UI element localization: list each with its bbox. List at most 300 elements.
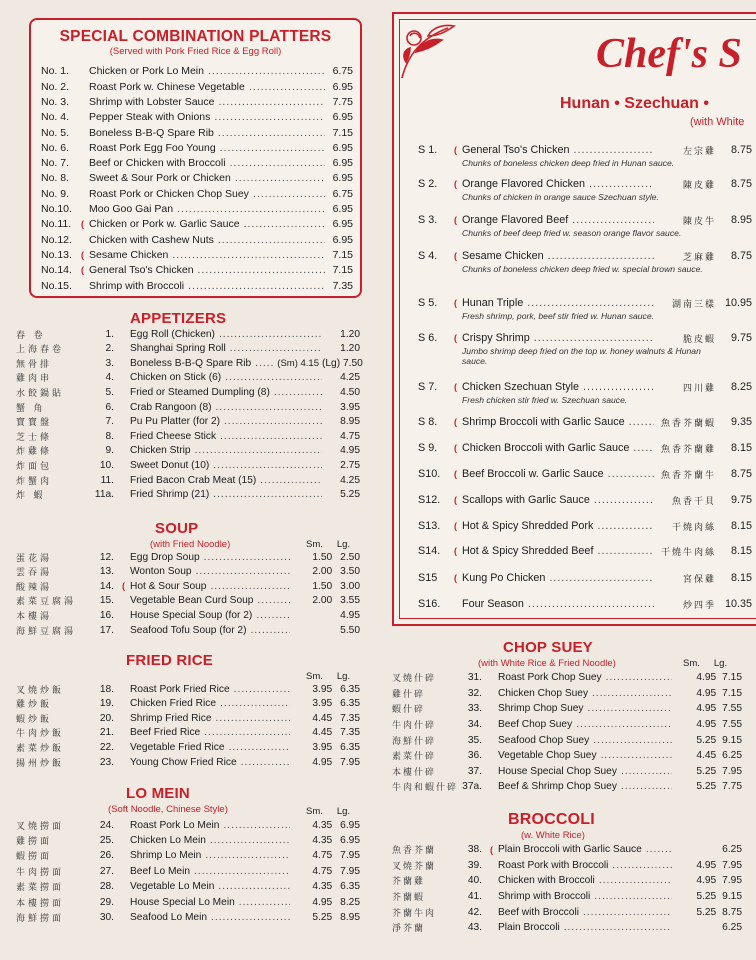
item-name <box>462 494 654 506</box>
chef-special-line <box>418 379 756 395</box>
chef-specials-title: Chef's S <box>596 31 742 77</box>
chef-special-line <box>418 518 756 534</box>
item-name-text: Hunan Triple <box>462 297 524 309</box>
appetizers-title: APPETIZERS <box>130 310 227 327</box>
item-name-text: Roast Pork with Broccoli <box>498 859 609 871</box>
item-name <box>130 581 290 592</box>
item-name <box>130 625 290 636</box>
item-price: 10.35 <box>716 598 752 610</box>
item-price-large: 7.35 <box>340 727 360 739</box>
item-prices <box>672 922 742 933</box>
chef-served-note: (with White <box>690 116 745 128</box>
chef-special-item <box>418 295 756 321</box>
menu-item <box>392 670 742 686</box>
item-price: 8.15 <box>716 442 752 454</box>
item-price-large: 6.25 <box>722 750 742 762</box>
item-price-large: 6.35 <box>340 881 360 893</box>
item-code: S 1. <box>418 144 438 156</box>
item-name <box>462 144 654 156</box>
item-chinese-name: 素菜什碎 <box>392 751 437 762</box>
menu-item <box>16 327 360 341</box>
item-chinese-name: 魚香芥蘭雞 <box>654 442 716 455</box>
item-name-text: Plain Broccoli <box>498 922 560 934</box>
item-code: S 3. <box>418 214 438 226</box>
item-name-text: Orange Flavored Beef <box>462 214 569 226</box>
item-number: No. 1. <box>41 65 70 78</box>
item-prices <box>290 625 360 636</box>
item-name <box>498 860 672 871</box>
item-price-large: 6.25 <box>722 844 742 856</box>
item-price-small: 4.95 <box>696 859 717 871</box>
item-number: 3. <box>105 357 114 369</box>
item-prices <box>672 844 742 855</box>
menu-item <box>16 864 360 878</box>
size-large-label: Lg. <box>336 671 351 682</box>
chef-special-item <box>418 176 756 202</box>
item-price-large: 8.75 <box>722 906 742 918</box>
item-name-text: Four Season <box>462 598 524 610</box>
item-prices <box>290 850 360 861</box>
item-price: 8.75 <box>716 178 752 190</box>
item-number: 29. <box>99 896 114 908</box>
chop-suey-title: CHOP SUEY <box>503 639 593 656</box>
item-prices <box>672 703 742 714</box>
menu-item <box>16 833 360 847</box>
item-prices <box>290 552 360 563</box>
item-chinese-name: 素菜炒飯 <box>16 743 65 754</box>
item-number: 37. <box>467 765 482 777</box>
item-prices <box>290 727 360 738</box>
item-chinese-name: 魚香芥蘭牛 <box>654 468 716 481</box>
soup-size-header <box>306 539 350 550</box>
item-chinese-name: 宮保雞 <box>654 572 716 585</box>
menu-item <box>392 701 742 717</box>
item-price-large: 6.25 <box>722 922 742 934</box>
item-name <box>89 65 325 77</box>
chef-special-item <box>418 543 756 559</box>
size-small-label: Sm. <box>683 658 700 669</box>
menu-item <box>16 895 360 909</box>
item-name <box>130 566 290 577</box>
menu-item <box>392 889 742 905</box>
item-price-small: 4.95 <box>312 756 333 768</box>
item-chinese-name: 海鮮撈面 <box>16 913 65 924</box>
item-description: Jumbo shrimp deep fried on the top w. honey walnuts & Hunan sauce. <box>462 346 701 366</box>
lo-mein-size-header <box>306 806 350 817</box>
item-number: 19. <box>99 698 114 710</box>
chef-special-item <box>418 570 756 586</box>
item-price: 2.75 <box>322 460 360 471</box>
item-price-large: 8.95 <box>340 912 360 924</box>
item-name-text: Chicken with Cashew Nuts <box>89 233 214 246</box>
menu-item <box>392 686 742 702</box>
menu-item <box>16 880 360 894</box>
menu-item <box>41 141 353 156</box>
item-prices <box>290 581 360 592</box>
item-name <box>89 218 325 230</box>
item-name <box>130 820 290 831</box>
menu-item <box>16 623 360 637</box>
item-chinese-name: 雞肉串 <box>16 373 53 384</box>
item-price: 7.75 <box>325 96 353 108</box>
item-chinese-name: 本樓湯 <box>16 611 53 622</box>
hot-pepper-icon: ( <box>81 249 84 260</box>
item-number: 13. <box>99 566 114 578</box>
item-name-text: Seafood Tofu Soup (for 2) <box>130 624 247 636</box>
item-number: 26. <box>99 850 114 862</box>
item-code: S 9. <box>418 442 438 454</box>
item-number: 34. <box>467 719 482 731</box>
item-number: 8. <box>105 430 114 442</box>
item-price: 8.25 <box>716 381 752 393</box>
menu-item <box>16 726 360 740</box>
item-price: 4.50 <box>322 387 360 398</box>
item-name-text: Hot & Sour Soup <box>130 580 207 592</box>
item-price-large: 7.55 <box>722 703 742 715</box>
item-chinese-name: 本樓撈面 <box>16 897 65 908</box>
menu-item <box>16 429 360 443</box>
item-code: S15 <box>418 572 438 584</box>
item-chinese-name: 叉燒撈面 <box>16 820 65 831</box>
item-prices <box>290 881 360 892</box>
item-name <box>130 850 290 861</box>
item-number: 23. <box>99 756 114 768</box>
item-price: 8.75 <box>716 144 752 156</box>
item-name-text: Chicken or Pork w. Garlic Sauce <box>89 218 240 231</box>
item-name-text: Crab Rangoon (8) <box>130 401 212 413</box>
item-price-small: 5.25 <box>696 906 717 918</box>
item-description: Fresh chicken stir fried w. Szechuan sauce. <box>462 395 628 405</box>
item-name-text: Roast Pork Lo Mein <box>130 819 220 831</box>
item-number: 38. <box>467 844 482 856</box>
item-name <box>89 96 325 108</box>
menu-item <box>41 278 353 293</box>
item-name-text: Vegetable Lo Mein <box>130 881 215 893</box>
menu-item <box>16 594 360 608</box>
item-price-large: 3.50 <box>340 566 360 578</box>
item-chinese-name: 本樓什碎 <box>392 766 437 777</box>
hot-pepper-icon: ( <box>454 179 457 189</box>
item-number: No. 5. <box>41 126 70 139</box>
hot-pepper-icon: ( <box>454 495 457 505</box>
item-name-text: Egg Drop Soup <box>130 551 200 563</box>
menu-item <box>392 858 742 874</box>
item-price-small: 4.95 <box>696 719 717 731</box>
item-price: 8.15 <box>716 520 752 532</box>
item-name <box>89 188 325 200</box>
chef-special-line <box>418 440 756 456</box>
item-chinese-name: 湖南三樣 <box>654 297 716 310</box>
item-price-small: 5.25 <box>696 734 717 746</box>
item-number: 32. <box>467 687 482 699</box>
item-price: 8.15 <box>716 572 752 584</box>
item-chinese-name: 雲吞湯 <box>16 567 53 578</box>
item-prices <box>672 766 742 777</box>
item-prices <box>290 566 360 577</box>
item-name-text: Roast Pork Chop Suey <box>498 672 602 684</box>
hot-pepper-icon: ( <box>454 251 457 261</box>
broccoli-title: BROCCOLI <box>508 811 595 828</box>
item-chinese-name: 芥蘭牛肉 <box>392 907 437 918</box>
hot-pepper-icon: ( <box>454 573 457 583</box>
hot-pepper-icon: ( <box>454 546 457 556</box>
item-name-text: Fried Bacon Crab Meat (15) <box>130 474 257 486</box>
item-name-text: General Tso's Chicken <box>462 144 570 156</box>
item-chinese-name: 蟹 角 <box>16 402 46 413</box>
item-chinese-name: 蝦炒飯 <box>16 713 53 724</box>
combo-subtitle: (Served with Pork Fried Rice & Egg Roll) <box>109 46 282 57</box>
item-price: 8.95 <box>322 416 360 427</box>
item-price: 4.25 <box>322 372 360 383</box>
hot-pepper-icon: ( <box>81 219 84 230</box>
item-name-text: Beef Chop Suey <box>498 719 573 731</box>
item-chinese-name: 炸 蝦 <box>16 490 46 501</box>
menu-item <box>41 248 353 263</box>
item-name <box>498 703 672 714</box>
menu-item <box>392 873 742 889</box>
item-description: Fresh shrimp, pork, beef stir fried w. Hunan sauce. <box>462 311 655 321</box>
item-chinese-name: 干燒肉絲 <box>654 520 716 533</box>
item-name-text: Chicken Szechuan Style <box>462 381 580 393</box>
menu-item <box>41 95 353 110</box>
item-name-text: Shrimp Chop Suey <box>498 703 584 715</box>
item-number: 18. <box>99 683 114 695</box>
item-name <box>498 735 672 746</box>
item-code: S 7. <box>418 381 438 393</box>
item-price-large: 9.15 <box>722 891 742 903</box>
item-name <box>498 907 672 918</box>
item-name <box>462 598 654 610</box>
item-name <box>89 81 325 93</box>
item-price-small: 4.75 <box>312 850 333 862</box>
item-code: S10. <box>418 468 441 480</box>
item-price: 4.25 <box>322 475 360 486</box>
item-chinese-name: 素菜撈面 <box>16 882 65 893</box>
item-name <box>130 460 322 471</box>
item-chinese-name: 雞什碎 <box>392 688 426 699</box>
item-name <box>462 178 654 190</box>
size-small-label: Sm. <box>306 539 323 550</box>
item-chinese-name: 雞撈面 <box>16 836 53 847</box>
item-name-text: Sesame Chicken <box>462 250 544 262</box>
chef-special-item <box>418 379 756 405</box>
item-price: 8.15 <box>716 545 752 557</box>
menu-item <box>392 920 742 936</box>
chef-special-item <box>418 492 756 508</box>
item-name <box>130 912 290 923</box>
item-name-text: Egg Roll (Chicken) <box>130 328 215 340</box>
item-number: No. 7. <box>41 157 70 170</box>
chef-special-line <box>418 330 756 346</box>
size-large-label: Lg. <box>713 658 728 669</box>
item-number: No. 9. <box>41 187 70 200</box>
item-name-text: Pepper Steak with Onions <box>89 111 211 124</box>
menu-item <box>16 400 360 414</box>
item-price: 9.75 <box>716 332 752 344</box>
hot-pepper-icon: ( <box>490 844 493 855</box>
item-name-text: Shanghai Spring Roll <box>130 343 226 355</box>
item-code: S14. <box>418 545 441 557</box>
menu-item <box>41 186 353 201</box>
item-prices <box>290 897 360 908</box>
hot-pepper-icon: ( <box>122 581 125 592</box>
item-name-text: Pu Pu Platter (for 2) <box>130 416 221 428</box>
item-price-small: 4.95 <box>696 703 717 715</box>
item-number: 11. <box>100 474 114 486</box>
chop-suey-subtitle: (with White Rice & Fried Noodle) <box>478 658 616 669</box>
item-name <box>130 387 322 398</box>
item-chinese-name: 素菜豆腐湯 <box>16 596 77 607</box>
item-number: 36. <box>467 750 482 762</box>
item-name-text: Beef & Shrimp Chop Suey <box>498 781 617 793</box>
item-number: No. 3. <box>41 95 70 108</box>
menu-item <box>16 682 360 696</box>
item-name <box>89 280 325 292</box>
item-name-text: Vegetable Fried Rice <box>130 742 225 754</box>
item-prices <box>290 610 360 621</box>
chef-special-line <box>418 570 756 586</box>
item-price: 7.15 <box>325 249 353 261</box>
item-price-large: 3.55 <box>340 595 360 607</box>
item-name <box>130 343 322 354</box>
item-chinese-name: 海鮮什碎 <box>392 735 437 746</box>
menu-item <box>392 904 742 920</box>
item-description: Chunks of chicken in orange sauce Szechuan style. <box>462 192 659 202</box>
item-name-text: Scallops with Garlic Sauce <box>462 494 590 506</box>
item-name-text: Sesame Chicken <box>89 248 169 261</box>
menu-item <box>16 755 360 769</box>
item-name-text: Orange Flavored Chicken <box>462 178 586 190</box>
item-number: No.12. <box>41 233 72 246</box>
item-prices <box>672 735 742 746</box>
chef-special-item <box>418 212 756 238</box>
item-prices <box>672 750 742 761</box>
item-prices <box>672 860 742 871</box>
item-code: S 2. <box>418 178 438 190</box>
item-name <box>498 766 672 777</box>
item-name <box>462 381 654 393</box>
item-chinese-name: 酸辣湯 <box>16 581 53 592</box>
soup-subtitle: (with Fried Noodle) <box>150 539 231 550</box>
item-name-text: Wonton Soup <box>130 566 192 578</box>
item-chinese-name: 四川雞 <box>654 381 716 394</box>
item-chinese-name: 炸面包 <box>16 461 53 472</box>
broccoli-subtitle: (w. White Rice) <box>521 830 585 841</box>
item-name-text: Chicken with Broccoli <box>498 875 595 887</box>
item-price-large: 7.15 <box>722 672 742 684</box>
item-chinese-name: 炒四季 <box>654 598 716 611</box>
item-name <box>130 445 322 456</box>
item-name <box>89 127 325 139</box>
menu-item <box>16 415 360 429</box>
item-name <box>130 757 290 768</box>
item-number: 10. <box>99 460 114 472</box>
item-name-text: Hot & Spicy Shredded Beef <box>462 545 594 557</box>
hot-pepper-icon: ( <box>454 521 457 531</box>
item-price: 6.75 <box>325 65 353 77</box>
item-chinese-name: 芝麻雞 <box>654 250 716 263</box>
item-name <box>462 332 654 344</box>
menu-item <box>16 697 360 711</box>
item-price: 9.75 <box>716 494 752 506</box>
soup-title: SOUP <box>155 520 199 537</box>
item-name <box>130 489 322 500</box>
item-chinese-name: 芥蘭蝦 <box>392 892 426 903</box>
item-name-text: Young Chow Fried Rice <box>130 756 237 768</box>
chef-special-line <box>418 466 756 482</box>
chef-special-item <box>418 466 756 482</box>
item-name-text: Vegetable Bean Curd Soup <box>130 595 254 607</box>
chef-special-line <box>418 295 756 311</box>
item-number: 11a. <box>94 489 114 501</box>
item-chinese-name: 魚香芥蘭 <box>392 845 437 856</box>
hot-pepper-icon: ( <box>454 215 457 225</box>
item-name-text: Fried or Steamed Dumpling (8) <box>130 387 270 399</box>
item-price: 5.25 <box>322 489 360 500</box>
item-number: 20. <box>99 712 114 724</box>
item-price: 6.95 <box>325 234 353 246</box>
item-code: S16. <box>418 598 441 610</box>
item-name-text: Kung Po Chicken <box>462 572 546 584</box>
item-name <box>130 684 290 695</box>
item-name <box>89 234 325 246</box>
item-prices <box>290 684 360 695</box>
item-price-large: 7.95 <box>340 865 360 877</box>
item-name <box>498 719 672 730</box>
item-number: 5. <box>105 387 114 399</box>
item-price-small: 5.25 <box>696 891 717 903</box>
item-code: S 6. <box>418 332 438 344</box>
chop-suey-size-header <box>683 658 727 669</box>
item-price-small: 5.25 <box>312 912 333 924</box>
item-name-text: House Special Lo Mein <box>130 896 235 908</box>
menu-item <box>41 125 353 140</box>
item-name-text: Beef Fried Rice <box>130 727 201 739</box>
item-prices <box>290 698 360 709</box>
menu-item <box>16 385 360 399</box>
item-name-text: Shrimp with Broccoli <box>498 891 591 903</box>
item-name-text: Seafood Lo Mein <box>130 912 208 924</box>
chef-special-item <box>418 142 756 168</box>
menu-item <box>16 565 360 579</box>
item-name <box>130 358 274 369</box>
item-chinese-name: 海鮮豆腐湯 <box>16 625 77 636</box>
item-chinese-name: 干燒牛肉絲 <box>654 545 716 558</box>
item-price-small: 3.95 <box>312 683 333 695</box>
item-prices <box>290 742 360 753</box>
item-price-large: 7.95 <box>722 765 742 777</box>
item-chinese-name: 牛肉撈面 <box>16 866 65 877</box>
item-price-large: 7.95 <box>340 850 360 862</box>
item-name-text: Crispy Shrimp <box>462 332 530 344</box>
item-price-large: 3.00 <box>340 580 360 592</box>
item-prices <box>290 866 360 877</box>
item-price-small: 4.95 <box>696 875 717 887</box>
item-number: 27. <box>99 865 114 877</box>
item-price-large: 4.95 <box>340 610 360 622</box>
item-chinese-name: 雞炒飯 <box>16 699 53 710</box>
menu-item <box>392 748 742 764</box>
item-chinese-name: 芥蘭雞 <box>392 876 426 887</box>
item-chinese-name: 芝士條 <box>16 431 53 442</box>
menu-item <box>41 64 353 79</box>
item-name-text: Fried Cheese Stick <box>130 430 217 442</box>
item-name <box>130 431 322 442</box>
item-name <box>462 442 654 454</box>
menu-item <box>392 732 742 748</box>
menu-item <box>16 711 360 725</box>
chef-special-item <box>418 440 756 456</box>
